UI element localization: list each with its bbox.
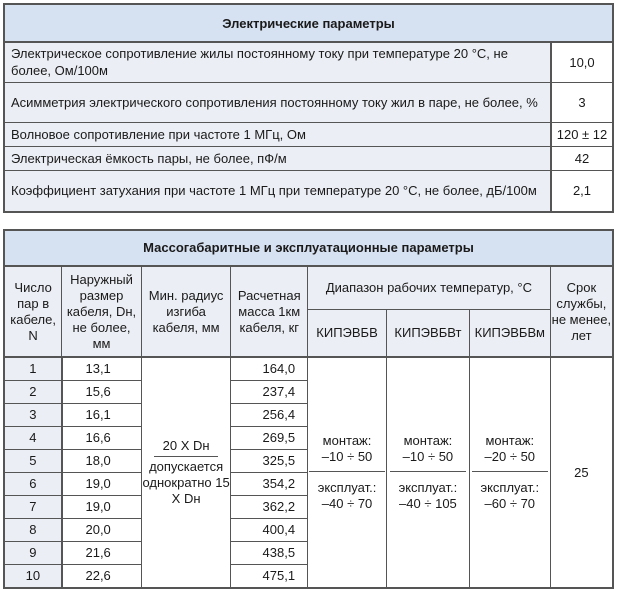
pairs-cell: 2 <box>4 381 62 404</box>
mass-params-table <box>3 229 614 589</box>
header-type: КИПЭВБВ <box>308 310 387 358</box>
pairs-cell: 4 <box>4 427 62 450</box>
param-label: Волновое сопротивление при частоте 1 МГц, Ом <box>4 122 551 146</box>
header-temp-range: Диапазон рабочих температур, °С <box>308 266 551 310</box>
pairs-cell: 7 <box>4 496 62 519</box>
param-value: 120 ± 12 <box>551 122 613 146</box>
weight-cell: 256,4 <box>231 404 308 427</box>
pairs-cell: 1 <box>4 357 62 381</box>
table-row <box>4 357 613 381</box>
temp-op-value: –40 ÷ 105 <box>399 496 457 511</box>
param-value: 10,0 <box>551 42 613 82</box>
temp-op-label: эксплуат.: <box>480 480 540 495</box>
temp-cell <box>387 357 470 588</box>
diameter-cell: 22,6 <box>62 565 142 589</box>
param-label: Электрическая ёмкость пары, не более, пФ/м <box>4 146 551 170</box>
header-weight: Расчетная масса 1км кабеля, кг <box>231 266 308 357</box>
diameter-cell: 18,0 <box>62 450 142 473</box>
temp-mount-label: монтаж: <box>322 433 372 448</box>
param-label: Асимметрия электрического сопротивления постоянному току жил в паре, не более, % <box>4 82 551 122</box>
temp-mount-value: –20 ÷ 50 <box>484 449 536 464</box>
temp-op-value: –60 ÷ 70 <box>484 496 536 511</box>
header-type: КИПЭВБВм <box>469 310 550 358</box>
electrical-params-title: Электрические параметры <box>4 4 613 42</box>
pairs-cell: 6 <box>4 473 62 496</box>
radius-cell <box>141 357 231 588</box>
param-label: Электрическое сопротивление жилы постоянному току при температуре 20 °С, не более, Ом/100м <box>4 42 551 82</box>
divider <box>472 471 548 472</box>
mass-params-title: Массогабаритные и эксплуатационные параметры <box>4 230 613 266</box>
pairs-cell: 5 <box>4 450 62 473</box>
temp-op-label: эксплуат.: <box>398 480 458 495</box>
pairs-cell: 10 <box>4 565 62 589</box>
weight-cell: 325,5 <box>231 450 308 473</box>
electrical-params-table <box>3 3 614 213</box>
weight-cell: 475,1 <box>231 565 308 589</box>
temp-mount-value: –10 ÷ 50 <box>321 449 373 464</box>
temp-mount-label: монтаж: <box>403 433 453 448</box>
temp-op-value: –40 ÷ 70 <box>321 496 373 511</box>
life-cell: 25 <box>550 357 613 588</box>
weight-cell: 362,2 <box>231 496 308 519</box>
header-radius: Мин. радиус изгиба кабеля, мм <box>141 266 231 357</box>
param-value: 42 <box>551 146 613 170</box>
divider <box>309 471 385 472</box>
diameter-cell: 15,6 <box>62 381 142 404</box>
pairs-cell: 9 <box>4 542 62 565</box>
diameter-cell: 19,0 <box>62 496 142 519</box>
pairs-cell: 3 <box>4 404 62 427</box>
radius-value: 20 X Dн <box>162 438 210 453</box>
header-type: КИПЭВБВт <box>387 310 470 358</box>
weight-cell: 354,2 <box>231 473 308 496</box>
weight-cell: 237,4 <box>231 381 308 404</box>
weight-cell: 164,0 <box>231 357 308 381</box>
temp-cell <box>308 357 387 588</box>
divider <box>154 456 218 457</box>
weight-cell: 269,5 <box>231 427 308 450</box>
diameter-cell: 16,6 <box>62 427 142 450</box>
param-label: Коэффициент затухания при частоте 1 МГц при температуре 20 °С, не более, дБ/100м <box>4 170 551 212</box>
header-diameter: Наружный размер кабеля, Dн, не более, мм <box>62 266 142 357</box>
weight-cell: 400,4 <box>231 519 308 542</box>
diameter-cell: 21,6 <box>62 542 142 565</box>
pairs-cell: 8 <box>4 519 62 542</box>
temp-op-label: эксплуат.: <box>317 480 377 495</box>
diameter-cell: 20,0 <box>62 519 142 542</box>
header-life: Срок службы, не менее, лет <box>550 266 613 357</box>
divider <box>390 471 466 472</box>
temp-mount-value: –10 ÷ 50 <box>402 449 454 464</box>
diameter-cell: 13,1 <box>62 357 142 381</box>
temp-cell <box>469 357 550 588</box>
header-pairs: Число пар в кабеле, N <box>4 266 62 357</box>
param-value: 3 <box>551 82 613 122</box>
diameter-cell: 16,1 <box>62 404 142 427</box>
temp-mount-label: монтаж: <box>485 433 535 448</box>
radius-note: допускается однократно 15 X Dн <box>142 459 230 506</box>
weight-cell: 438,5 <box>231 542 308 565</box>
diameter-cell: 19,0 <box>62 473 142 496</box>
param-value: 2,1 <box>551 170 613 212</box>
